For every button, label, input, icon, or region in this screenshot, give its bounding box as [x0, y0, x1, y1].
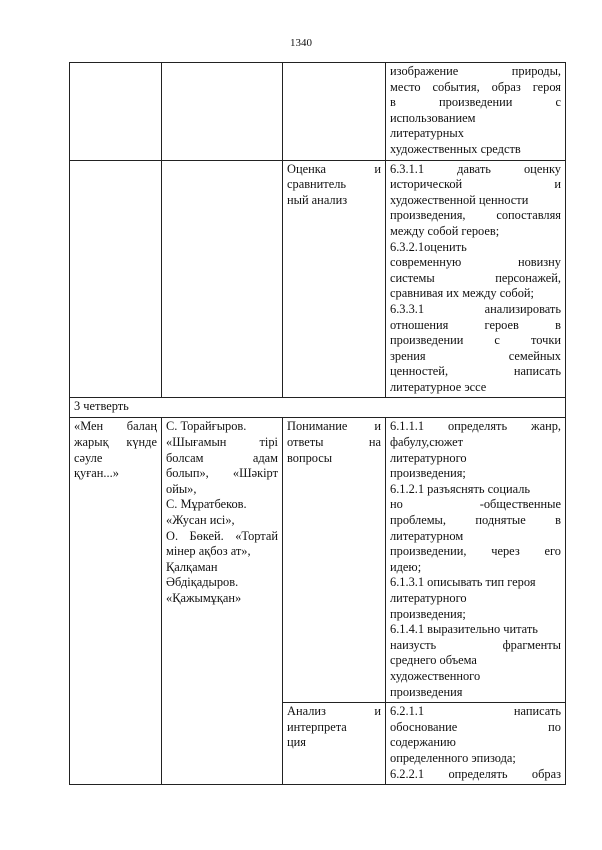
cell-text-line: ция [287, 735, 306, 750]
table-cell [162, 160, 283, 398]
cell-text-line: но -общественные [390, 497, 561, 512]
cell-text-line: обоснование по [390, 719, 561, 734]
learning-objectives-cell [386, 418, 566, 703]
cell-text-line: исторической и [390, 177, 561, 192]
cell-text-line: идею; [390, 559, 422, 574]
cell-text-line: болсам адам [166, 450, 278, 465]
cell-text-line: литературном [390, 528, 464, 543]
cell-text-line: вопросы [287, 450, 333, 465]
table-cell [162, 63, 283, 161]
cell-text-line: проблемы, поднятые в [390, 513, 561, 528]
cell-text-line: изображение природы, [390, 64, 561, 78]
cell-text-line: произведения; [390, 466, 466, 481]
table-row [70, 160, 566, 398]
cell-text-line: наизусть фрагменты [390, 637, 561, 652]
cell-text-line: литературное эссе [390, 379, 487, 394]
cell-text-line: «Жусан исі», [166, 513, 235, 528]
cell-text-line: фабулу,сюжет [390, 435, 464, 450]
cell-text-line: мінер ақбоз ат», [166, 544, 251, 559]
cell-text-line: «Мен балаң [74, 419, 157, 434]
cell-text-line: «Шығамын тірі [166, 435, 278, 450]
cell-text-line: системы персонажей, [390, 270, 561, 285]
cell-text-line: использованием [390, 110, 476, 125]
quarter-label: 3 четверть [70, 398, 566, 418]
cell-text-line: сәуле [74, 450, 103, 465]
cell-text-line: Оценка и [287, 161, 381, 176]
cell-text-line: 6.3.1.1 давать оценку [390, 161, 561, 176]
table-cell [70, 160, 162, 398]
learning-objectives-cell [386, 63, 566, 161]
cell-text-line: болып», «Шәкірт [166, 466, 278, 481]
cell-text-line: ный анализ [287, 192, 348, 207]
section-title-cell [70, 418, 162, 785]
cell-text-line: сравнитель [287, 177, 347, 192]
skill-cell [283, 418, 386, 703]
cell-text-line: ценностей, написать [390, 364, 561, 379]
cell-text-line: қуған...» [74, 466, 119, 481]
cell-text-line: художественных средств [390, 141, 521, 156]
cell-text-line: между собой героев; [390, 223, 500, 238]
table-cell [283, 63, 386, 161]
cell-text-line: жарық күнде [74, 435, 157, 450]
cell-text-line: 6.3.3.1 анализировать [390, 301, 561, 316]
quarter-header-row [70, 398, 566, 418]
cell-text-line: произведении, через его [390, 544, 561, 559]
cell-text-line: произведения, сопоставляя [390, 208, 561, 223]
cell-text-line: ответы на [287, 435, 381, 450]
cell-text-line: среднего объема [390, 653, 477, 668]
cell-text-line: современную новизну [390, 255, 561, 270]
cell-text-line: 6.2.2.1 определять образ [390, 766, 561, 781]
cell-text-line: интерпрета [287, 719, 347, 734]
cell-text-line: С. Мұратбеков. [166, 497, 247, 512]
cell-text-line: место события, образ героя [390, 79, 561, 94]
cell-text-line: отношения героев в [390, 317, 561, 332]
skill-cell [283, 160, 386, 398]
table-cell [70, 63, 162, 161]
cell-text-line: Анализ и [287, 704, 381, 719]
cell-text-line: зрения семейных [390, 348, 561, 363]
cell-text-line: 6.1.1.1 определять жанр, [390, 419, 561, 434]
cell-text-line: литературного [390, 591, 467, 605]
cell-text-line: Әбдіқадыров. [166, 575, 239, 590]
table-row [70, 418, 566, 703]
cell-text-line: 6.3.2.1оценить [390, 239, 467, 254]
cell-text-line: сравнивая их между собой; [390, 286, 534, 301]
cell-text-line: С. Торайғыров. [166, 419, 247, 434]
table-row [70, 63, 566, 161]
cell-text-line: в произведении с [390, 95, 561, 110]
cell-text-line: произведения; [390, 606, 466, 621]
cell-text-line: содержанию [390, 735, 456, 750]
cell-text-line: произведения [390, 684, 463, 699]
page-number: 1340 [290, 37, 312, 49]
literary-works-cell [162, 418, 283, 785]
cell-text-line: литературного [390, 450, 467, 465]
cell-text-line: Қалқаман [166, 559, 218, 574]
cell-text-line: О. Бөкей. «Тортай [166, 528, 278, 543]
cell-text-line: определенного эпизода; [390, 750, 516, 765]
cell-text-line: литературных [390, 126, 464, 141]
cell-text-line: «Қажымұқан» [166, 591, 242, 605]
skill-cell [283, 703, 386, 785]
curriculum-table [69, 62, 566, 785]
learning-objectives-cell [386, 703, 566, 785]
cell-text-line: 6.2.1.1 написать [390, 704, 561, 719]
cell-text-line: художественного [390, 668, 481, 683]
cell-text-line: произведении с точки [390, 333, 561, 348]
cell-text-line: Понимание и [287, 419, 381, 434]
cell-text-line: 6.1.2.1 разъяснять социаль [390, 481, 531, 496]
cell-text-line: 6.1.3.1 описывать тип героя [390, 575, 536, 590]
cell-text-line: 6.1.4.1 выразительно читать [390, 622, 538, 637]
cell-text-line: художественной ценности [390, 192, 529, 207]
cell-text-line: ойы», [166, 481, 197, 496]
learning-objectives-cell [386, 160, 566, 398]
